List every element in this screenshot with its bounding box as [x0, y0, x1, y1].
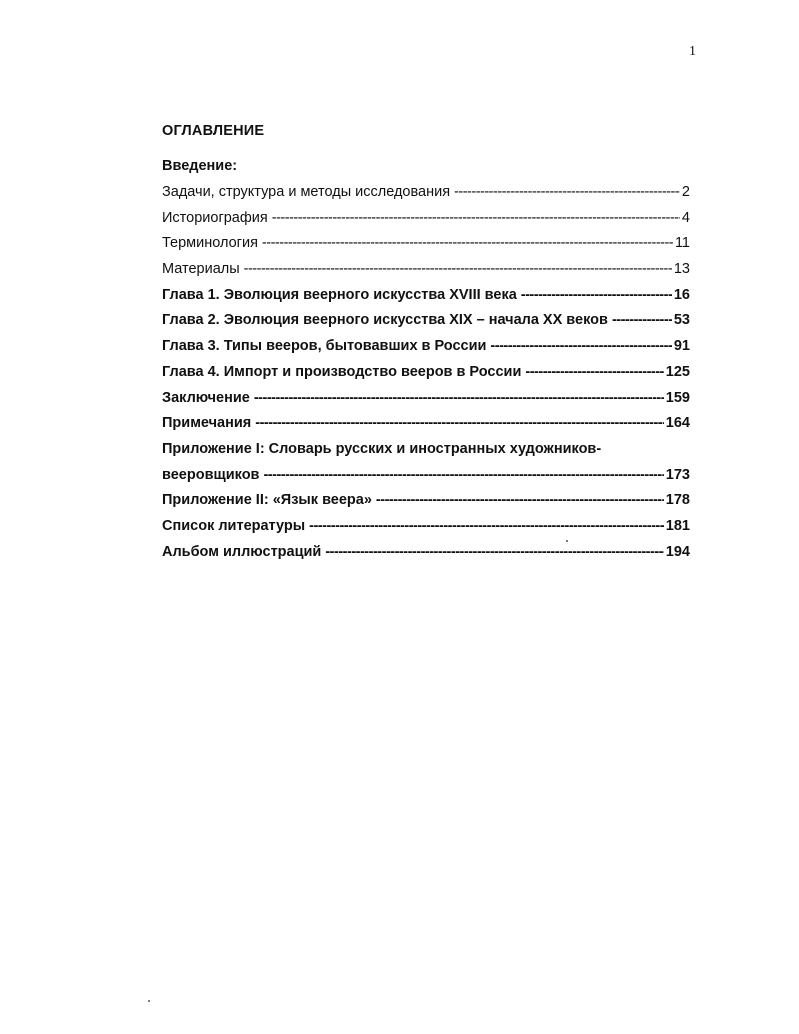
toc-entry-continued[interactable] [162, 465, 690, 491]
toc-entry-title: Задачи, структура и методы исследования [162, 184, 451, 200]
toc-entry-page: 13 [673, 261, 690, 278]
dot-leader [244, 259, 672, 279]
toc-title: ОГЛАВЛЕНИЕ [162, 123, 265, 139]
dot-leader [255, 413, 664, 433]
toc-entry[interactable] [162, 259, 690, 285]
toc-entry-page: 194 [665, 543, 690, 560]
dot-leader [262, 233, 673, 253]
toc-entry-page: 159 [665, 389, 690, 406]
dot-leader [263, 465, 663, 485]
toc-entry-title: Приложение II: «Язык веера» [162, 492, 372, 509]
table-of-contents [162, 156, 690, 567]
dot-leader [376, 490, 664, 510]
toc-entry-title: Приложение I: Словарь русских и иностранных художников- [162, 440, 602, 457]
toc-entry-title: Глава 4. Импорт и производство вееров в России [162, 363, 522, 380]
dot-leader [521, 285, 672, 305]
toc-entry[interactable] [162, 310, 690, 336]
toc-entry-page: 125 [665, 363, 690, 380]
toc-entry-page: 2 [681, 184, 690, 200]
page-number: 1 [689, 44, 696, 59]
intro-heading: Введение: [162, 158, 238, 174]
toc-entry[interactable] [162, 336, 690, 362]
dot-leader [490, 336, 671, 356]
toc-entry[interactable] [162, 182, 690, 208]
toc-entry-title: Глава 3. Типы вееров, бытовавших в России [162, 338, 487, 355]
toc-entry-title: Терминология [162, 235, 258, 252]
toc-entry-title: Примечания [162, 415, 252, 432]
dot-leader [325, 542, 663, 562]
toc-entry-title: Историография [162, 209, 268, 226]
toc-entry[interactable] [162, 516, 690, 542]
toc-entry[interactable] [162, 208, 690, 234]
toc-entry[interactable] [162, 233, 690, 259]
toc-entry-title: Глава 1. Эволюция веерного искусства XVIII века [162, 286, 517, 303]
dot-leader [309, 516, 664, 536]
dot-leader [525, 362, 663, 382]
toc-entry-first-line[interactable] [162, 439, 690, 465]
toc-entry[interactable] [162, 285, 690, 311]
toc-entry-page: 16 [673, 286, 690, 303]
toc-entry[interactable] [162, 413, 690, 439]
toc-entry-title: Глава 2. Эволюция веерного искусства XIX – начала XX веков [162, 312, 608, 329]
toc-entry-page: 178 [665, 492, 690, 509]
toc-entry-page: 181 [665, 517, 690, 534]
scan-speck [148, 1000, 150, 1002]
toc-entry[interactable] [162, 542, 690, 568]
toc-entry-page: 4 [681, 209, 690, 226]
toc-entry-page: 53 [673, 312, 690, 329]
toc-entry-title: Список литературы [162, 517, 306, 534]
dot-leader [272, 208, 680, 228]
toc-entry-page: 164 [665, 415, 690, 432]
toc-entry-title: Заключение [162, 389, 250, 406]
toc-entry-title: Материалы [162, 261, 240, 278]
toc-entry-page: 11 [674, 235, 690, 252]
dot-leader [254, 388, 664, 408]
toc-entry-page: 91 [673, 338, 690, 355]
toc-entry[interactable] [162, 490, 690, 516]
dot-leader [612, 310, 672, 330]
toc-entry-title-continued: веерoвщиков [162, 466, 260, 483]
toc-entry-page: 173 [665, 466, 690, 483]
toc-entry[interactable] [162, 362, 690, 388]
dot-leader [454, 182, 680, 202]
toc-entry[interactable] [162, 388, 690, 414]
scan-speck [566, 540, 568, 542]
toc-entry-title: Альбом иллюстраций [162, 543, 322, 560]
